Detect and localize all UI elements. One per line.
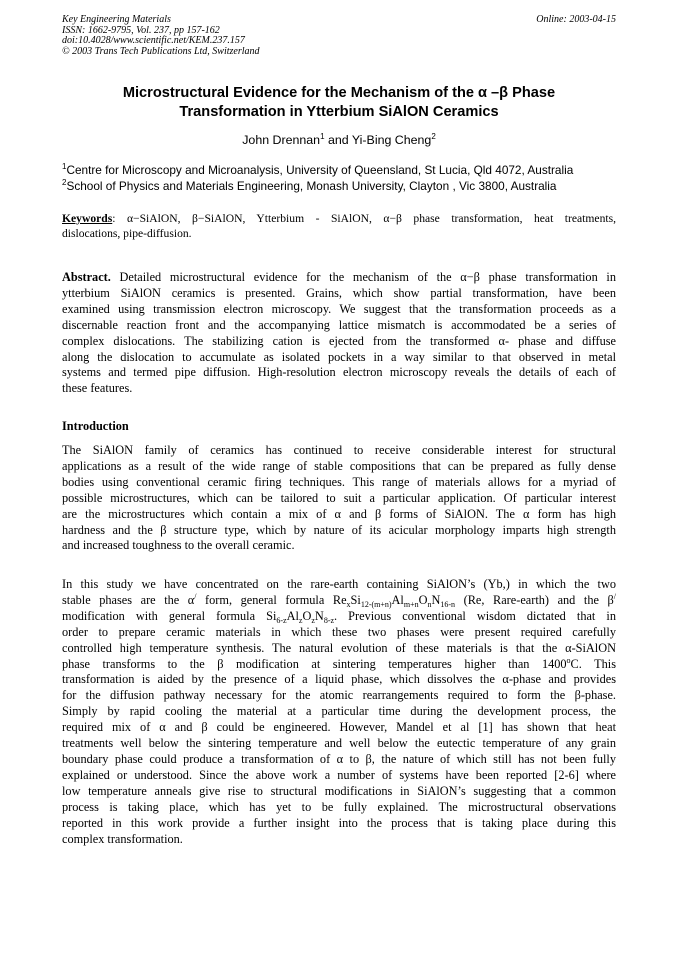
formula-text: Si (350, 592, 361, 607)
formula-text: Al (286, 608, 299, 623)
section-heading-introduction: Introduction (62, 419, 129, 433)
abstract-line-1 (62, 270, 616, 286)
intro-paragraph-1 (62, 443, 616, 554)
formula-sub: 8-z (323, 615, 335, 625)
affiliation-1-text: Centre for Microscopy and Microanalysis, University of Queensland, St Lucia, Qld 4072, Australia (66, 163, 574, 177)
intro-p2-line-16: reported in this work provide a further insight into the process that is taking place during this (62, 815, 616, 830)
intro-p1-line-6: hardness and the β structure type, which by nature of its acicular morphology imparts high strength (62, 522, 616, 537)
author-2: and Yi-Bing Cheng (324, 133, 432, 147)
keywords-label: Keywords (62, 212, 113, 225)
temperature-unit: C. This (570, 656, 616, 671)
keywords-line-2: dislocations, pipe-diffusion. (62, 227, 192, 240)
intro-paragraph-2 (62, 577, 616, 847)
intro-p2-line-14: low temperature anneals give rise to structural modifications in SiAlON’s suggesting that a common (62, 783, 616, 798)
formula-text: Al (391, 592, 404, 607)
intro-p2-line-17: complex transformation. (62, 831, 183, 846)
formula-sub: 6-z (276, 615, 287, 625)
temperature-text: phase transforms to the β modification at sintering temperatures higher than 1400 (62, 656, 567, 671)
affiliation-1-mark: 1 (62, 162, 67, 171)
intro-p2-line-11: treatments well below the sintering temperature and well below the eutectic temperature of any grain (62, 736, 616, 751)
formula-text: O (418, 592, 428, 607)
author-2-affil-mark: 2 (431, 132, 436, 141)
abstract-text-1: Detailed microstructural evidence for the mechanism of the α−β phase transformation in (110, 270, 617, 284)
affiliation-1 (62, 163, 622, 179)
online-date: Online: 2003-04-15 (536, 14, 616, 25)
formula-text: (Re, Rare-earth) and the β (455, 592, 614, 607)
formula-text: N (431, 592, 441, 607)
abstract-line-2: ytterbium SiAlON ceramics is presented. Grains, which show partial transformation, have been (62, 285, 616, 300)
formula-sup: / (194, 591, 197, 601)
intro-p2-line-10: required mix of α and β could be engineered. However, Mandel et al [1] has shown that heat (62, 720, 616, 735)
intro-p2-line-15: process is taking place, which has yet to be fully explained. The microstructural observations (62, 799, 616, 814)
intro-p2-line-4: order to prepare ceramic materials in which these two phases were present required carefully (62, 624, 616, 639)
affiliation-2-text: School of Physics and Materials Engineering, Monash University, Clayton , Vic 3800, Australia (66, 178, 557, 193)
affiliation-2-mark: 2 (62, 177, 67, 187)
abstract-line-8: these features. (62, 381, 133, 396)
author-1: John Drennan (242, 133, 321, 147)
doi-line: doi:10.4028/www.scientific.net/KEM.237.157 (62, 35, 245, 47)
intro-p2-line-5: controlled high temperature synthesis. The natural evolution of these materials is that the α-SiAlON (62, 640, 616, 655)
intro-p2-line-1: In this study we have concentrated on the rare-earth containing SiAlON’s (Yb,) in which the two (62, 577, 616, 591)
formula-sup: / (613, 591, 617, 601)
affiliation-2 (62, 179, 622, 195)
abstract (62, 270, 616, 397)
formula-sub: n (427, 599, 432, 609)
formula-sub: m+n (403, 599, 419, 609)
intro-p2-line-3 (62, 609, 616, 625)
intro-p1-line-3: bodies using conventional ceramic firing techniques. This range of materials allows for a myriad of (62, 474, 616, 489)
formula-text: stable phases are the α (62, 592, 195, 607)
author-1-affil-mark: 1 (320, 132, 325, 141)
formula-sub: x (346, 599, 351, 609)
paper-title (62, 84, 616, 122)
copyright-line: © 2003 Trans Tech Publications Ltd, Switzerland (62, 45, 260, 57)
intro-p2-line-2 (62, 593, 616, 609)
abstract-line-6: along the dislocation to accumulate as isolated pockets in a way similar to that observed in metal (62, 349, 616, 364)
abstract-line-4: discernable reaction front and the accompanying lattice mismatch is accommodated be a series of (62, 317, 616, 332)
abstract-line-7: systems and termed pipe diffusion. High-resolution electron microscopy reveals the details of each of (62, 365, 616, 380)
intro-p2-line-9: Simply by rapid cooling the material at a particular time during the development process, the (62, 704, 616, 719)
intro-p1-line-1: The SiAlON family of ceramics has continued to receive considerable interest for structural (62, 443, 616, 457)
intro-p2-line-13: explained or understood. Since the above work a number of systems have been reported [2-6] where (62, 767, 616, 782)
formula-text: N (314, 608, 324, 623)
formula-sub: z (311, 615, 315, 625)
journal-name: Key Engineering Materials (62, 14, 171, 25)
formula-text: . Previous conventional wisdom dictated that in (334, 608, 616, 623)
keywords (62, 211, 616, 241)
journal-header (62, 15, 616, 57)
intro-p2-line-12: boundary phase could produce a transformation of α to β, the nature of which still has not been fully (62, 751, 616, 766)
issn-line: ISSN: 1662-9795, Vol. 237, pp 157-162 (62, 24, 220, 36)
abstract-line-3: examined using transmission electron microscopy. We suggest that the transformation proceeds as a (62, 301, 616, 316)
intro-p1-line-4: possible microstructures, which can be tailored to suit a particular application. Of particular interest (62, 490, 616, 505)
intro-p1-line-2: applications as a result of the wide range of stable compositions that can be prepared as fully dense (62, 458, 616, 473)
formula-sub: 12-(m+n) (360, 599, 392, 609)
intro-p2-line-8: for the diffusion pathway necessary for the atomic rearrangements required to form the β-phase. (62, 688, 616, 703)
intro-p1-line-5: are the microstructures which contain a mix of α and β forms of SiAlON. The α form has high (62, 506, 616, 521)
intro-p2-line-6 (62, 657, 616, 673)
abstract-label: Abstract. (62, 270, 111, 284)
keywords-text-1: : α−SiAlON, β−SiAlON, Ytterbium - SiAlON, α−β phase transformation, heat treatments, (112, 212, 616, 225)
title-line-1: Microstructural Evidence for the Mechanism of the α –β Phase (122, 85, 556, 101)
intro-p2-line-7: transformation is aided by the presence of a liquid phase, which dissolves the α-phase and provides (62, 672, 616, 687)
title-line-2: Transformation in Ytterbium SiAlON Ceramics (179, 104, 499, 120)
formula-text: form, general formula Re (196, 592, 347, 607)
formula-sub: 16-n (440, 599, 456, 609)
keywords-line-1 (62, 211, 616, 226)
degree-mark: o (566, 655, 571, 665)
abstract-line-5: complex dislocations. The stabilizing cation is ejected from the transformed α- phase and diffuse (62, 333, 616, 348)
affiliations (62, 163, 622, 194)
author-list (62, 133, 616, 147)
intro-p1-line-7: and increased toughness to the overall ceramic. (62, 538, 295, 553)
formula-text: O (302, 608, 312, 623)
formula-sub: z (298, 615, 303, 625)
formula-text: modification with general formula Si (62, 608, 277, 623)
